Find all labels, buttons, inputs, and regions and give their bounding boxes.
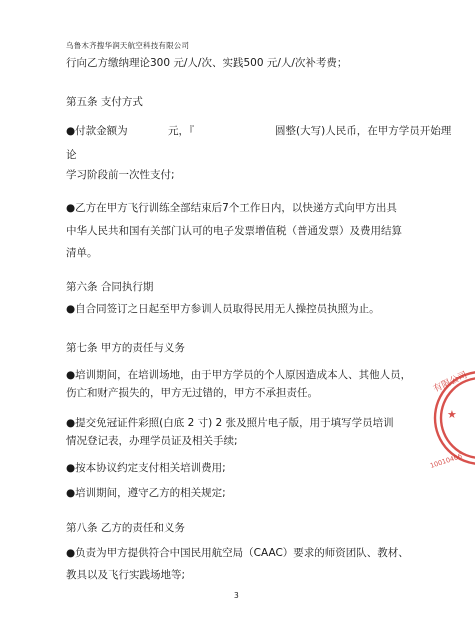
paragraph-line: ●负责为甲方提供符合中国民用航空局（CAAC）要求的师资团队、教材、 <box>66 547 409 559</box>
payment-amount-unit: 元，『 <box>168 125 195 137</box>
payment-amount-label: ●付款金额为 <box>66 125 128 137</box>
fee-line: 行向乙方缴纳理论300 元/人/次、实践500 元/人/次补考费； <box>66 57 348 69</box>
section-6-heading: 第六条 合同执行期 <box>66 281 154 293</box>
company-seal <box>425 370 475 490</box>
redaction-box <box>200 118 274 144</box>
paragraph-line: ●自合同签订之日起至甲方参训人员取得民用无人操控员执照为止。 <box>66 303 380 315</box>
paragraph-line: 情况登记表，办理学员证及相关手续; <box>66 435 238 447</box>
paragraph-line: 中华人民共和国有关部门认可的电子发票增值税（普通发票）及费用结算 <box>66 225 402 237</box>
paragraph-line: ●乙方在甲方飞行训练全部结束后7个工作日内，以快递方式向甲方出具 <box>66 202 397 214</box>
section-5-heading: 第五条 支付方式 <box>66 96 143 108</box>
paragraph-line: ●提交免冠证件彩照(白底 2 寸) 2 张及照片电子版，用于填写学员培训 <box>66 417 394 429</box>
page-number: 3 <box>234 591 239 600</box>
paragraph-line: 教具以及飞行实践场地等; <box>66 569 186 581</box>
seal-code: 10010406 <box>429 452 464 470</box>
paragraph-line: 学习阶段前一次性支付; <box>66 169 175 181</box>
svg-text:★: ★ <box>447 408 457 421</box>
paragraph-line: ●培训期间，遵守乙方的相关规定; <box>66 487 226 499</box>
paragraph-line: ●培训期间，在培训场地，由于甲方学员的个人原因造成本人、其他人员， <box>66 369 412 381</box>
seal-stamp-icon <box>425 370 475 490</box>
paragraph-line: 清单。 <box>66 247 98 259</box>
payment-amount-text: 圆整(大写)人民币，在甲方学员开始理 <box>275 125 452 137</box>
seal-text: 有限公司 <box>432 370 469 395</box>
paragraph-line: 论 <box>66 149 77 161</box>
company-header: 乌鲁木齐搜华润天航空科技有限公司 <box>66 41 190 50</box>
redaction-box <box>134 118 158 144</box>
section-7-heading: 第七条 甲方的责任与义务 <box>66 342 185 354</box>
paragraph-line: ●按本协议约定支付相关培训费用; <box>66 462 226 474</box>
section-8-heading: 第八条 乙方的责任和义务 <box>66 522 185 534</box>
paragraph-line: 伤亡和财产损失的，甲方无过错的，甲方不承担责任。 <box>66 387 318 399</box>
